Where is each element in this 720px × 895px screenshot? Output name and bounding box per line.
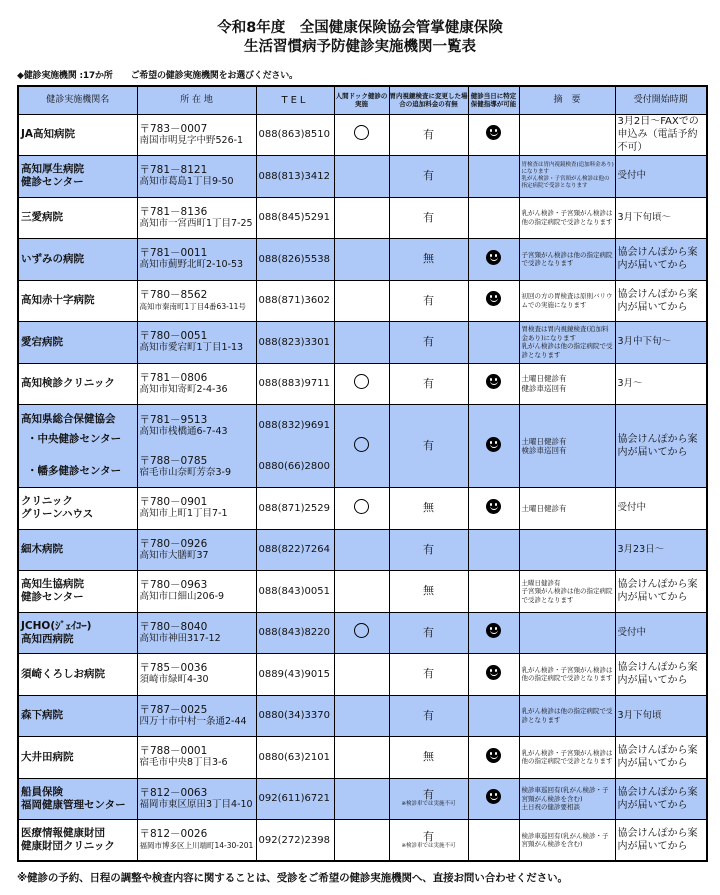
- facility-tel: 088(863)8510: [256, 114, 334, 156]
- postal-code: 〒780－8040: [139, 620, 208, 633]
- start-period: 受付中: [615, 612, 707, 654]
- fee-value: 有: [423, 625, 434, 639]
- postal-code: 〒781－8121: [139, 164, 208, 177]
- postal-code: 〒787－0025: [139, 703, 208, 716]
- subheading: [17, 68, 298, 81]
- guidance-cell: [468, 114, 519, 156]
- facility-tel: 092(611)6721: [256, 778, 334, 820]
- facility-tel: 088(845)5291: [256, 197, 334, 239]
- facility-tel: 088(813)3412: [256, 156, 334, 198]
- instruction-text: ご希望の健診実施機関をお選びください。: [130, 71, 298, 81]
- fee-cell: [389, 280, 468, 322]
- fee-cell: [389, 322, 468, 364]
- fee-value: 無: [423, 750, 434, 764]
- address-line: 福岡市博多区上川端町14-30-201: [139, 841, 254, 850]
- address-line: 高知市秦南町1丁目4番63-11号: [139, 301, 246, 311]
- guidance-cell: [468, 280, 519, 322]
- facility-address: [137, 197, 256, 239]
- facility-address: [137, 612, 256, 654]
- guidance-cell: [468, 363, 519, 405]
- phone-number: 0880(66)2800: [258, 461, 330, 472]
- facility-name: 愛宕病院: [18, 322, 137, 364]
- guidance-cell: [468, 695, 519, 737]
- address-line: 高知市愛宕町1丁目1-13: [139, 342, 244, 354]
- facility-name: JCHO(ｼﾞｪｲｺｰ) 高知西病院: [18, 612, 137, 654]
- facility-name: 高知検診クリニック: [18, 363, 137, 405]
- facility-address: [137, 737, 256, 779]
- fee-cell: [389, 571, 468, 613]
- start-period: 3月～: [615, 363, 707, 405]
- guidance-cell: [468, 778, 519, 820]
- facility-tel: 088(871)2529: [256, 488, 334, 530]
- facility-address: [137, 114, 256, 156]
- memo-cell: 乳がん検診は他の指定病院で受診となります: [519, 695, 615, 737]
- memo-cell: 土曜日健診有 子宮頸がん検診は他の指定病院で受診となります: [519, 571, 615, 613]
- start-period: 協会けんぽから案内が届いてから: [615, 820, 707, 862]
- memo-cell: 土曜日健診有 健診車巡回有: [519, 363, 615, 405]
- fee-value: 無: [423, 501, 434, 515]
- dock-cell: [334, 529, 389, 571]
- facility-table: [17, 85, 708, 862]
- facility-address: [137, 571, 256, 613]
- fee-cell: [389, 156, 468, 198]
- fee-cell: [389, 529, 468, 571]
- table-row: [18, 197, 707, 239]
- postal-code: 〒781－0806: [139, 371, 208, 384]
- facility-tel: [256, 405, 334, 488]
- dock-cell: [334, 197, 389, 239]
- guidance-cell: [468, 571, 519, 613]
- address-line: 高知市上町1丁目7-1: [139, 508, 228, 520]
- table-row: [18, 405, 707, 488]
- dock-cell: [334, 571, 389, 613]
- address-line: 高知市桟橋通6-7-43: [139, 425, 228, 437]
- smiley-face-icon: [486, 291, 501, 306]
- postal-code: 〒780－0051: [139, 330, 208, 343]
- dock-cell: [334, 737, 389, 779]
- memo-cell: [519, 529, 615, 571]
- start-period: 協会けんぽから案内が届いてから: [615, 778, 707, 820]
- postal-code: 〒780－0926: [139, 537, 208, 550]
- facility-tel: 088(826)5538: [256, 239, 334, 281]
- memo-cell: 初回の方の胃検査は原則バリウムでの実施になります: [519, 280, 615, 322]
- fee-value: 有: [423, 708, 434, 722]
- dock-cell: [334, 114, 389, 156]
- facility-name: [18, 405, 137, 488]
- start-period: 3月中下旬～: [615, 322, 707, 364]
- facility-address: [137, 820, 256, 862]
- fee-value: 有: [423, 376, 434, 390]
- dock-cell: [334, 363, 389, 405]
- guidance-cell: [468, 488, 519, 530]
- start-period: 協会けんぽから案内が届いてから: [615, 405, 707, 488]
- smiley-face-icon: [486, 499, 501, 514]
- smiley-face-icon: [486, 125, 501, 140]
- circle-icon: [354, 374, 369, 389]
- header-memo: 摘 要: [519, 86, 615, 114]
- phone-number: 088(832)9691: [258, 420, 330, 431]
- header-dock: 人間ドック健診の実施: [334, 86, 389, 114]
- table-row: [18, 612, 707, 654]
- fee-value: 有: [423, 788, 434, 802]
- address-line: 宿毛市中央8丁目3-6: [139, 757, 228, 769]
- facility-name: 三愛病院: [18, 197, 137, 239]
- header-name: 健診実施機関名: [18, 86, 137, 114]
- facility-name: クリニック グリーンハウス: [18, 488, 137, 530]
- dock-cell: [334, 405, 389, 488]
- dock-cell: [334, 695, 389, 737]
- start-period: 協会けんぽから案内が届いてから: [615, 571, 707, 613]
- facility-address: [137, 488, 256, 530]
- facility-name: 大井田病院: [18, 737, 137, 779]
- guidance-cell: [468, 197, 519, 239]
- smiley-face-icon: [486, 665, 501, 680]
- fee-cell: [389, 654, 468, 696]
- smiley-face-icon: [486, 437, 501, 452]
- fee-cell: [389, 488, 468, 530]
- table-row: [18, 280, 707, 322]
- table-row: [18, 654, 707, 696]
- postal-code: 〒781－8136: [139, 205, 208, 218]
- guidance-cell: [468, 737, 519, 779]
- facility-address: [137, 695, 256, 737]
- fee-value: 有: [423, 829, 434, 843]
- dock-cell: [334, 239, 389, 281]
- memo-cell: 乳がん検診・子宮頸がん検診は他の指定病院で受診となります: [519, 737, 615, 779]
- facility-name: いずみの病院: [18, 239, 137, 281]
- table-row: [18, 778, 707, 820]
- header-start: 受付開始時期: [615, 86, 707, 114]
- guidance-cell: [468, 322, 519, 364]
- dock-cell: [334, 156, 389, 198]
- facility-name: 医療情報健康財団 健康財団クリニック: [18, 820, 137, 862]
- facility-address: [137, 405, 256, 488]
- guidance-cell: [468, 239, 519, 281]
- start-period: 3月2日～FAXでの申込み（電話予約不可）: [615, 114, 707, 156]
- table-row: [18, 322, 707, 364]
- fee-cell: [389, 778, 468, 820]
- fee-note: ※検診車では実施不可: [401, 842, 456, 849]
- fee-value: 有: [423, 542, 434, 556]
- memo-cell: 子宮頸がん検診は他の指定病院で受診となります: [519, 239, 615, 281]
- facility-tel: 088(843)0051: [256, 571, 334, 613]
- start-period: 3月下旬頃: [615, 695, 707, 737]
- facility-tel: 088(883)9711: [256, 363, 334, 405]
- address-line: 福岡市東区原田3丁目4-10: [139, 798, 253, 810]
- facility-address: [137, 156, 256, 198]
- memo-cell: 検診車巡回有(乳がん検診・子宮頸がん検診を含む): [519, 820, 615, 862]
- facility-address: [137, 363, 256, 405]
- fee-cell: [389, 737, 468, 779]
- postal-code: 〒780－8562: [139, 288, 208, 301]
- facility-tel: 0889(43)9015: [256, 654, 334, 696]
- facility-address: [137, 239, 256, 281]
- postal-code: 〒812－0026: [139, 828, 208, 840]
- table-row: [18, 114, 707, 156]
- address-line: 南国市明見字中野526-1: [139, 134, 244, 146]
- fee-cell: [389, 363, 468, 405]
- table-row: [18, 695, 707, 737]
- postal-code: 〒780－0963: [139, 579, 208, 592]
- facility-tel: 088(843)8220: [256, 612, 334, 654]
- table-header-row: [18, 86, 707, 114]
- fee-value: 有: [423, 667, 434, 681]
- address-line: 高知市一宮西町1丁目7-25: [139, 217, 253, 229]
- table-row: [18, 156, 707, 198]
- fee-cell: [389, 695, 468, 737]
- guidance-cell: [468, 820, 519, 862]
- facility-sub-name: ・幡多健診センター: [27, 465, 122, 477]
- table-row: [18, 820, 707, 862]
- fee-note: ※検診車では実施不可: [401, 801, 456, 808]
- facility-name: 高知厚生病院 健診センター: [18, 156, 137, 198]
- memo-cell: 乳がん検診・子宮頸がん検診は他の指定病院で受診となります: [519, 197, 615, 239]
- start-period: 3月下旬頃～: [615, 197, 707, 239]
- circle-icon: [354, 125, 369, 140]
- postal-code: 〒781－0011: [139, 247, 208, 260]
- postal-code: 〒785－0036: [139, 662, 208, 675]
- start-period: 受付中: [615, 156, 707, 198]
- facility-name: 須崎くろしお病院: [18, 654, 137, 696]
- memo-cell: [519, 612, 615, 654]
- table-row: [18, 363, 707, 405]
- dock-cell: [334, 280, 389, 322]
- fee-cell: [389, 820, 468, 862]
- header-address: 所 在 地: [137, 86, 256, 114]
- fee-value: 無: [423, 252, 434, 266]
- table-row: [18, 488, 707, 530]
- guidance-cell: [468, 405, 519, 488]
- dock-cell: [334, 820, 389, 862]
- dock-cell: [334, 488, 389, 530]
- footer-note: ※健診の予約、日程の調整や検査内容に関することは、受診をご希望の健診実施機関へ、直接お問い合わせください。: [17, 872, 568, 884]
- start-period: 協会けんぽから案内が届いてから: [615, 737, 707, 779]
- table-row: [18, 529, 707, 571]
- start-period: 受付中: [615, 488, 707, 530]
- facility-tel: 0880(34)3370: [256, 695, 334, 737]
- facility-address: [137, 654, 256, 696]
- dock-cell: [334, 612, 389, 654]
- header-fee: 胃内視鏡検査に変更した場合の追加料金の有無: [389, 86, 468, 114]
- address-line: 高知市知寄町2-4-36: [139, 383, 228, 395]
- address-line: 宿毛市山奈町芳奈3-9: [139, 466, 232, 478]
- guidance-cell: [468, 529, 519, 571]
- facility-name: 森下病院: [18, 695, 137, 737]
- start-period: 協会けんぽから案内が届いてから: [615, 280, 707, 322]
- facility-name: JA高知病院: [18, 114, 137, 156]
- fee-value: 有: [423, 210, 434, 224]
- address-line: 高知市葛島1丁目9-50: [139, 176, 234, 188]
- postal-code: 〒812－0063: [139, 786, 208, 799]
- fee-value: 有: [423, 293, 434, 307]
- circle-icon: [354, 499, 369, 514]
- memo-cell: 土曜日健診有: [519, 488, 615, 530]
- postal-code: 〒780－0901: [139, 496, 208, 509]
- facility-address: [137, 778, 256, 820]
- address-line: 高知市薊野北町2-10-53: [139, 259, 244, 271]
- memo-cell: [519, 114, 615, 156]
- smiley-face-icon: [486, 789, 501, 804]
- dock-cell: [334, 778, 389, 820]
- fee-cell: [389, 114, 468, 156]
- fee-value: 有: [423, 439, 434, 452]
- memo-cell: 土曜日健診有 検診車巡回有: [519, 405, 615, 488]
- facility-address: [137, 322, 256, 364]
- document-title-line1: 令和8年度 全国健康保険協会管掌健康保険: [217, 20, 503, 36]
- start-period: 協会けんぽから案内が届いてから: [615, 239, 707, 281]
- dock-cell: [334, 322, 389, 364]
- start-period: 協会けんぽから案内が届いてから: [615, 654, 707, 696]
- header-tel: TEL: [256, 86, 334, 114]
- facility-name: 細木病院: [18, 529, 137, 571]
- facility-tel: 088(871)3602: [256, 280, 334, 322]
- fee-cell: [389, 197, 468, 239]
- fee-cell: [389, 405, 468, 488]
- address-line: 高知市神田317-12: [139, 632, 221, 644]
- smiley-face-icon: [486, 250, 501, 265]
- fee-value: 無: [423, 584, 434, 598]
- address-line: 高知市大膳町37: [139, 549, 209, 561]
- document-title-line2: 生活習慣病予防健診実施機関一覧表: [244, 39, 476, 55]
- fee-value: 有: [423, 335, 434, 349]
- address-line: 須崎市緑町4-30: [139, 674, 209, 686]
- circle-icon: [354, 437, 369, 452]
- start-period: 3月23日～: [615, 529, 707, 571]
- facility-name: 高知生協病院 健診センター: [18, 571, 137, 613]
- facility-tel: 088(823)3301: [256, 322, 334, 364]
- smiley-face-icon: [486, 748, 501, 763]
- smiley-face-icon: [486, 623, 501, 638]
- fee-value: 有: [423, 169, 434, 183]
- postal-code: 〒783－0007: [139, 122, 208, 135]
- table-row: [18, 239, 707, 281]
- facility-name: 船員保険 福岡健康管理センター: [18, 778, 137, 820]
- facility-address: [137, 529, 256, 571]
- memo-cell: 胃検査は胃内視鏡検査(追加料金あり) になります 乳がん検診・子宮頸がん検診は他の指定病院で受診となります: [519, 156, 615, 198]
- table-row: [18, 737, 707, 779]
- guidance-cell: [468, 612, 519, 654]
- facility-count: ◆健診実施機関 :17か所: [17, 71, 113, 81]
- circle-icon: [354, 623, 369, 638]
- postal-code: 〒788－0785: [139, 454, 208, 467]
- smiley-face-icon: [486, 374, 501, 389]
- table-row: [18, 571, 707, 613]
- facility-sub-name: ・中央健診センター: [27, 433, 122, 445]
- header-guidance: 健診当日に特定保健指導が可能: [468, 86, 519, 114]
- fee-value: 有: [423, 127, 434, 141]
- address-line: 高知市口細山206-9: [139, 591, 225, 603]
- facility-tel: 092(272)2398: [256, 820, 334, 862]
- facility-tel: 088(822)7264: [256, 529, 334, 571]
- fee-cell: [389, 239, 468, 281]
- guidance-cell: [468, 156, 519, 198]
- memo-cell: 胃検査は胃内視鏡検査(追加料金あり)になります 乳がん検診は他の指定病院で受診となります: [519, 322, 615, 364]
- facility-name-main: 高知県総合保健協会: [21, 413, 116, 425]
- facility-tel: 0880(63)2101: [256, 737, 334, 779]
- dock-cell: [334, 654, 389, 696]
- address-line: 四万十市中村一条通2-44: [139, 715, 247, 727]
- memo-cell: 乳がん検診・子宮頸がん検診は他の指定病院で受診となります: [519, 654, 615, 696]
- postal-code: 〒788－0001: [139, 745, 208, 758]
- postal-code: 〒781－9513: [139, 413, 208, 426]
- facility-address: [137, 280, 256, 322]
- memo-cell: 検診車巡回有(乳がん検診・子宮頸がん検診を含む) 土日祝の健診要相談: [519, 778, 615, 820]
- facility-name: 高知赤十字病院: [18, 280, 137, 322]
- guidance-cell: [468, 654, 519, 696]
- fee-cell: [389, 612, 468, 654]
